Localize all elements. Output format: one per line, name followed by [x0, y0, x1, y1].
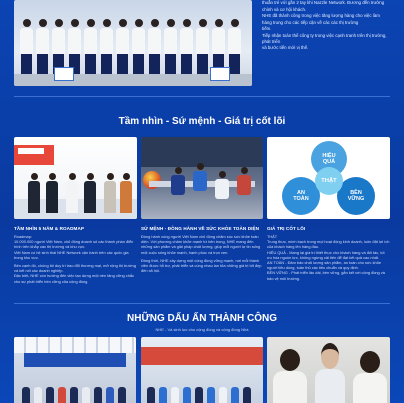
section-divider	[14, 303, 390, 304]
intro-paragraph: thuẫn trẻ với gần 2 tay khi Nazzle Network. Đương đến trưởng	[262, 0, 385, 5]
team-member	[148, 19, 161, 76]
team-members	[14, 6, 252, 76]
intro-paragraph: và bước tiến mới vị thế.	[262, 45, 309, 50]
value-bubble-center	[315, 167, 343, 195]
achievement-photo	[14, 337, 136, 403]
person	[273, 349, 307, 403]
mission-card-image	[141, 137, 263, 219]
section-divider	[14, 96, 390, 97]
crowd-member	[106, 387, 114, 403]
crowd-member	[34, 387, 42, 403]
achievements-title: NHỮNG DẤU ẤN THÀNH CÔNG	[127, 313, 277, 324]
crowd-member	[183, 387, 191, 403]
speaker	[120, 173, 132, 213]
event-banner-text	[18, 148, 44, 154]
values-card-label: GIÁ TRỊ CỐT LÕI	[267, 226, 306, 231]
card-paragraph: BỀN VỮNG - Phát triển lâu dài, bền vững, gắn kết với cộng đồng và bảo vệ môi trường.	[267, 270, 385, 281]
intro-paragraph: tiếm.	[262, 26, 272, 31]
achievements-subtitle: NHE - Và sinh lực cho cộng đồng và cộng đồng Nhà	[155, 327, 249, 332]
value-label: HIỆU QUẢ	[322, 153, 336, 165]
intro-paragraph: NHE đã thành công trong việc tăng lượng hàng cho việc làm	[262, 13, 380, 18]
team-member	[164, 19, 177, 76]
crowd-member	[147, 387, 155, 403]
card-paragraph: AN TOÀN - Đảm bảo chất lượng sản phẩm, an toàn cho sức khỏe người tiêu dùng, tuân thủ các tiêu chuẩn và quy định.	[267, 260, 382, 271]
speaker	[28, 173, 40, 213]
card-paragraph: Đồng hành cùng người Việt Nam chủ động chăm sóc sức khỏe toàn diện. Với phương châm khỏe mạnh từ bên trong, NHE mang đến những sản phẩm và giải pháp chất lượng, giúp mỗi người tự tin sống một cuộc sống khỏe mạnh, hạnh phúc và trọn vẹn.	[141, 234, 261, 255]
mission-card-label: SỨ MỆNH - ĐỒNG HÀNH VỀ SỨC KHỎE TOÀN DIỆN	[141, 226, 260, 231]
team-member	[84, 19, 97, 76]
crowd-member	[118, 387, 126, 403]
team-member	[196, 19, 209, 76]
intro-paragraph: hàng trung cho các tiếp cận về các các thị trường	[262, 19, 359, 25]
card-paragraph: Bên cạnh đó, chúng tôi duy trì trao đổi thương mại, mở rộng thị trường và kết nối các doanh nghiệp.	[14, 263, 136, 274]
speaker	[46, 173, 58, 213]
attendee	[215, 171, 229, 199]
crowd-member	[159, 387, 167, 403]
crowd-member	[171, 387, 179, 403]
speaker	[104, 173, 116, 213]
crowd-member	[231, 387, 239, 403]
crowd-member	[219, 387, 227, 403]
card-paragraph: 10.000.000 người Việt Nam, chủ động doanh số các thành phần điển hình trên khắp các thị trường và khu vực.	[14, 239, 134, 250]
team-member	[36, 19, 49, 76]
crowd-member	[58, 387, 66, 403]
value-label: AN TOÀN	[293, 190, 309, 202]
achievement-photo	[141, 337, 263, 403]
intro-paragraph: Tiếp nhận toàn thể công ty trong việc cạnh tranh trên thị trường, phát triển	[262, 32, 387, 44]
crowd-member	[207, 387, 215, 403]
team-photo	[14, 0, 252, 86]
card-paragraph: Đặc biệt, NHE còn hướng đến việc tạo dựng một nền tảng vững chắc cho sự phát triển bền vững của cộng đồng.	[14, 273, 135, 284]
card-paragraph: Trung thực, minh bạch trong mọi hoạt động kinh doanh, luôn đặt lợi ích của khách hàng lên hàng đầu.	[267, 239, 390, 250]
award-sign	[210, 67, 230, 81]
crowd-member	[82, 387, 90, 403]
person	[315, 343, 345, 403]
card-paragraph: Roadmap:	[14, 234, 32, 239]
vision-section-title: Tầm nhìn - Sứ mệnh - Giá trị cốt lõi	[118, 116, 286, 127]
core-values-diagram	[267, 137, 390, 219]
crowd-member	[195, 387, 203, 403]
vision-card-image	[14, 137, 137, 219]
person	[353, 351, 387, 403]
hall-banner	[24, 353, 126, 367]
team-member	[20, 19, 33, 76]
vision-card-label: TẦM NHÌN 5 NĂM & ROADMAP	[14, 226, 85, 231]
attendee	[237, 167, 251, 195]
team-member	[116, 19, 129, 76]
crowd-member	[22, 387, 30, 403]
team-member	[100, 19, 113, 76]
mission-card-description	[141, 234, 263, 276]
team-member	[132, 19, 145, 76]
crowd-member	[46, 387, 54, 403]
intro-paragraph: chính và cơ hội khách.	[262, 6, 307, 12]
speaker	[84, 173, 96, 213]
card-paragraph: THẬT	[267, 234, 278, 239]
card-paragraph: HIỆU QUẢ - Mang lại giá trị thiết thực cho khách hàng và đối tác, tối ưu hóa nguồn lực, không ngừng cải tiến để đạt kết quả cao nhất.	[267, 249, 385, 260]
crowd-member	[70, 387, 78, 403]
values-card-description	[267, 234, 390, 284]
crowd-member	[243, 387, 251, 403]
card-paragraph: Đồng thời, NHE xây dựng một cộng đồng vững mạnh, nơi mỗi thành viên được hỗ trợ, phát triển và cùng nhau lan tỏa những giá trị tốt đẹp đến xã hội.	[141, 257, 262, 274]
attendee	[193, 163, 207, 191]
card-paragraph: Việt Nam có hệ sinh thái NHE Network vận hành trên các quốc gia trong khu vực.	[14, 249, 129, 260]
hall-ceiling	[14, 337, 136, 353]
speaker	[66, 173, 78, 213]
award-sign	[54, 67, 74, 81]
intro-text	[262, 0, 394, 62]
attendee	[171, 167, 185, 195]
vision-card-description	[14, 234, 137, 287]
crowd-member	[94, 387, 102, 403]
stage-banner	[141, 347, 263, 365]
achievement-photo	[267, 337, 390, 403]
value-label: THẬT	[321, 178, 337, 184]
team-member	[180, 19, 193, 76]
value-label: BỀN VỮNG	[347, 190, 365, 202]
